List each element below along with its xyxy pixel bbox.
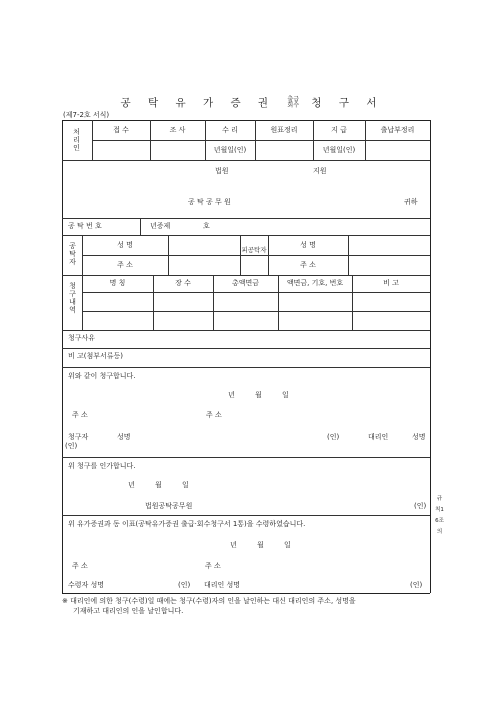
addressee-court: 법원 [215, 167, 229, 175]
depositor-address-label: 주 소 [117, 261, 133, 269]
request-seal-2: (인) [65, 442, 78, 450]
addressee-honorific: 귀하 [404, 198, 418, 206]
request-address-1: 주 소 [72, 411, 88, 419]
request-claimant-name: 성명 [117, 433, 131, 441]
receipt-header-2: 조 사 [169, 126, 186, 134]
claim-header-face: 액면금, 기호, 번호 [286, 279, 344, 287]
claim-label: 청구내역 [69, 282, 76, 314]
deposit-number-label: 공 탁 번 호 [68, 222, 102, 230]
receipt-confirm-statement: 위 유가증권과 동 이표(공탁유가증권 출급·회수청구서 1통)을 수령하였습니다. [68, 520, 306, 528]
receipt-confirm-address-1: 주 소 [72, 562, 88, 570]
claim-header-name: 명 칭 [109, 279, 126, 287]
frame-left [62, 120, 63, 593]
footnote-line-1: ※ 대리인에 의한 청구(수령)일 때에는 청구(수령)자의 인을 날인하는 대신 대리인의 주소, 성명을 [62, 597, 356, 605]
request-seal-1: (인) [327, 433, 340, 441]
request-address-2: 주 소 [206, 411, 222, 419]
approval-officer: 법원공탁공무원 [145, 502, 193, 510]
footnote-line-2: 기재하고 대리인의 인을 날인합니다. [73, 607, 184, 615]
remarks-label: 비 고(첨부서류등) [68, 352, 124, 360]
request-agent: 대리인 [368, 433, 389, 441]
receipt-confirm-seal-2: (인) [410, 581, 423, 589]
frame-right [430, 120, 431, 593]
frame-bottom [62, 593, 430, 594]
payee-label: 피공탁자 [241, 246, 267, 254]
title-right: 청 구 서 [311, 97, 384, 109]
title-stack-top: 출급 [287, 96, 300, 103]
receipt-confirm-agent: 대리인 성명 [204, 581, 241, 589]
recipient-name-label: 수령자 성명 [68, 581, 105, 589]
deposit-ho: 호 [203, 222, 210, 230]
receipt-header-4: 원표정리 [270, 126, 298, 134]
receipt-confirm-seal-1: (인) [178, 581, 191, 589]
receipt-confirm-date: 년 월 일 [230, 541, 291, 549]
receipt-date-a: 년월일(인) [213, 146, 247, 154]
receipt-header-3: 수 리 [222, 126, 238, 134]
addressee-branch: 지원 [313, 167, 327, 175]
reason-label: 청구사유 [68, 334, 96, 342]
approval-statement: 위 청구를 인가합니다. [68, 462, 136, 470]
receipt-header-1: 접 수 [113, 126, 129, 134]
payee-address-label: 주 소 [300, 261, 316, 269]
title-stack [287, 97, 299, 109]
receipt-side-label: 처리인 [73, 128, 80, 152]
form-number: (제7-2호 서식) [63, 111, 110, 119]
depositor-label: 공탁자 [69, 242, 76, 266]
receipt-header-5: 지 급 [331, 126, 347, 134]
title-stack-bottom: 회수 [287, 102, 300, 109]
request-agent-name: 성명 [412, 433, 426, 441]
deposit-year-no: 년증제 [150, 222, 171, 230]
receipt-confirm-address-2: 주 소 [205, 562, 221, 570]
request-claimant: 청구자 [68, 433, 89, 441]
claim-header-total: 총액면금 [231, 279, 260, 287]
request-statement: 위와 같이 청구합니다. [68, 372, 136, 380]
form-title [0, 95, 504, 110]
addressee-officer: 공 탁 공 무 원 [188, 198, 231, 206]
receipt-header-6: 출납부정리 [380, 126, 415, 134]
depositor-name-label: 성 명 [117, 241, 133, 249]
approval-seal: (인) [414, 502, 427, 510]
title-left: 공 탁 유 가 증 권 [120, 97, 276, 109]
claim-header-remarks: 비 고 [383, 279, 399, 287]
request-date: 년 월 일 [228, 391, 289, 399]
rule-side-note: 규칙16조의 [435, 496, 444, 535]
approval-date: 년 월 일 [128, 481, 189, 489]
payee-name-label: 성 명 [300, 241, 316, 249]
receipt-date-b: 년월일(인) [322, 146, 356, 154]
frame-top [62, 120, 430, 121]
claim-header-count: 장 수 [175, 279, 191, 287]
